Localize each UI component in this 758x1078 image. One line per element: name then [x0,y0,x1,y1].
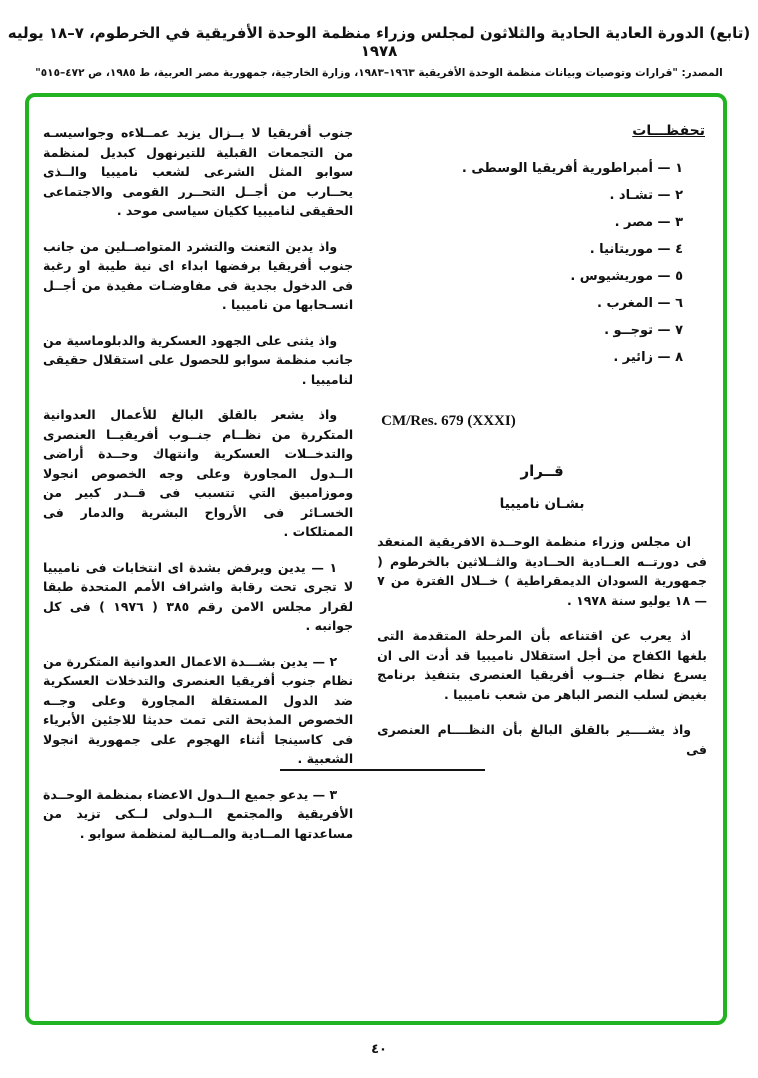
left-column [43,123,353,859]
two-column-body [29,97,723,859]
paragraph: جنوب أفريقيا لا يــزال يزيد عمــلاءه وجواسيسـه من التجمعات القبلية للتيرنهول كبديل لمنظمة سوابو المثل الشرعى لشعب ناميبيا والــذى يحــارب من أجــل التحــرر القومى والاجتماعى الحقيقى لناميبيا ككيان سياسى موحد . [43,125,354,218]
section-divider-rule [280,769,485,771]
paragraph: اذ يعرب عن اقتناعه بأن المرحلة المتقدمة التى بلغها الكفاح من أجل استقلال ناميبيا قد أدت الى ان يسرع نظام جنــوب أفريقيا العنصرى بتنفيذ برنامج بغيض لسلب النصر الباهر من شعب ناميبيا . [377,628,707,702]
reservation-item: ١ — أمبراطورية أفريقيا الوسطى . [461,161,683,176]
reservation-item: ٦ — المغرب . [597,296,683,311]
page-header [0,0,758,79]
source-line: المصدر: "قرارات وتوصيات وبيانات منظمة الوحدة الأفريقية ١٩٦٣–١٩٨٣، وزارة الخارجية، جمهورية مصر العربية، ط ١٩٨٥، ص ٤٧٢–٥١٥" [35,67,723,79]
numbered-item: ٣ — يدعو جميع الــدول الاعضاء بمنظمة الوحــدة الأفريقية والمجتمع الــدولى لــكى تزيد من مساعدتها المــادية والمــالية لمنظمة سوابو . [43,786,354,841]
reservation-item: ٤ — موريتانيا . [589,242,683,257]
reservations-list [377,155,707,371]
reservation-item: ٢ — تشـاد . [609,188,683,203]
resolution-code: CM/Res. 679 (XXXI) [381,413,516,429]
session-title: (تابع) الدورة العادية الحادية والثلاثون لمجلس وزراء منظمة الوحدة الأفريقية في الخرطوم، ٧–١٨ يوليه ١٩٧٨ [7,24,751,60]
paragraph: واذ يثنى على الجهود العسكرية والدبلوماسية من جانب منظمة سوابو للحصول على استقلال حقيقى لناميبيا . [43,332,354,387]
reservation-item: ٥ — موريشيوس . [570,269,683,284]
paragraph: واذ يدين التعنت والتشرد المتواصــلين من جانب جنوب أفريقيا برفضها ابداء اى نية طيبة او رغبة فى الدخول بجدية فى مفاوضـات مفيدة من أجــل انسـحابها من ناميبيا . [43,238,354,312]
resolution-title: قــرار [520,462,564,480]
paragraph: واذ يشــــير بالقلق البالغ بأن النظــــام العنصرى فى [377,722,707,757]
page-number: ٤٠ [371,1042,387,1057]
reservation-item: ٧ — توجــو . [604,323,683,338]
paragraph: واذ يشعر بالقلق البالغ للأعمال العدوانية المتكررة من نظــام جنــوب أفريقيــا العنصرى والتدخــلات العسكرية وانتهاك وحــدة أراضى الــدول المجاورة وعلى وجه الخصوص انجولا وموزامبيق التي تتسبب فى قــدر كبير من الخسـائر فى الأرواح البشرية والدمار فى الممتلكات . [43,407,354,539]
reservations-title: تحفظـــات [632,123,705,139]
numbered-item: ١ — يدين ويرفض بشدة اى انتخابات فى ناميبيا لا تجرى تحت رقابة واشراف الأمم المتحدة طبقا لقرار مجلس الامن رقم ٣٨٥ ( ١٩٧٦ ) فى كل جوانبه . [43,559,354,633]
green-border-frame [25,93,727,1025]
reservation-item: ٣ — مصر . [614,215,683,230]
resolution-subtitle: بشـان ناميبيا [499,496,585,512]
numbered-item: ٢ — يدين بشـــدة الاعمال العدوانية المتكررة من نظام جنوب أفريقيا العنصرى والتدخلات العسكرية ضد الدول المستقلة المجاورة وعلى وجــه الخصوص المذبحة التى تمت حديثا للاجئين الأبرياء فى كاسينجا أثناء الهجوم على جمهورية انجولا الشعبية . [43,653,354,766]
reservation-item: ٨ — زائير . [613,350,683,365]
paragraph: ان مجلس وزراء منظمة الوحــدة الافريقية المنعقد فى دورتــه العــادية الحــادية والثــلاثين بالخرطوم ( جمهورية السودان الديمقراطية ) خــلال الفترة من ٧ — ١٨ يوليو سنة ١٩٧٨ . [377,534,707,608]
right-column [377,123,707,859]
